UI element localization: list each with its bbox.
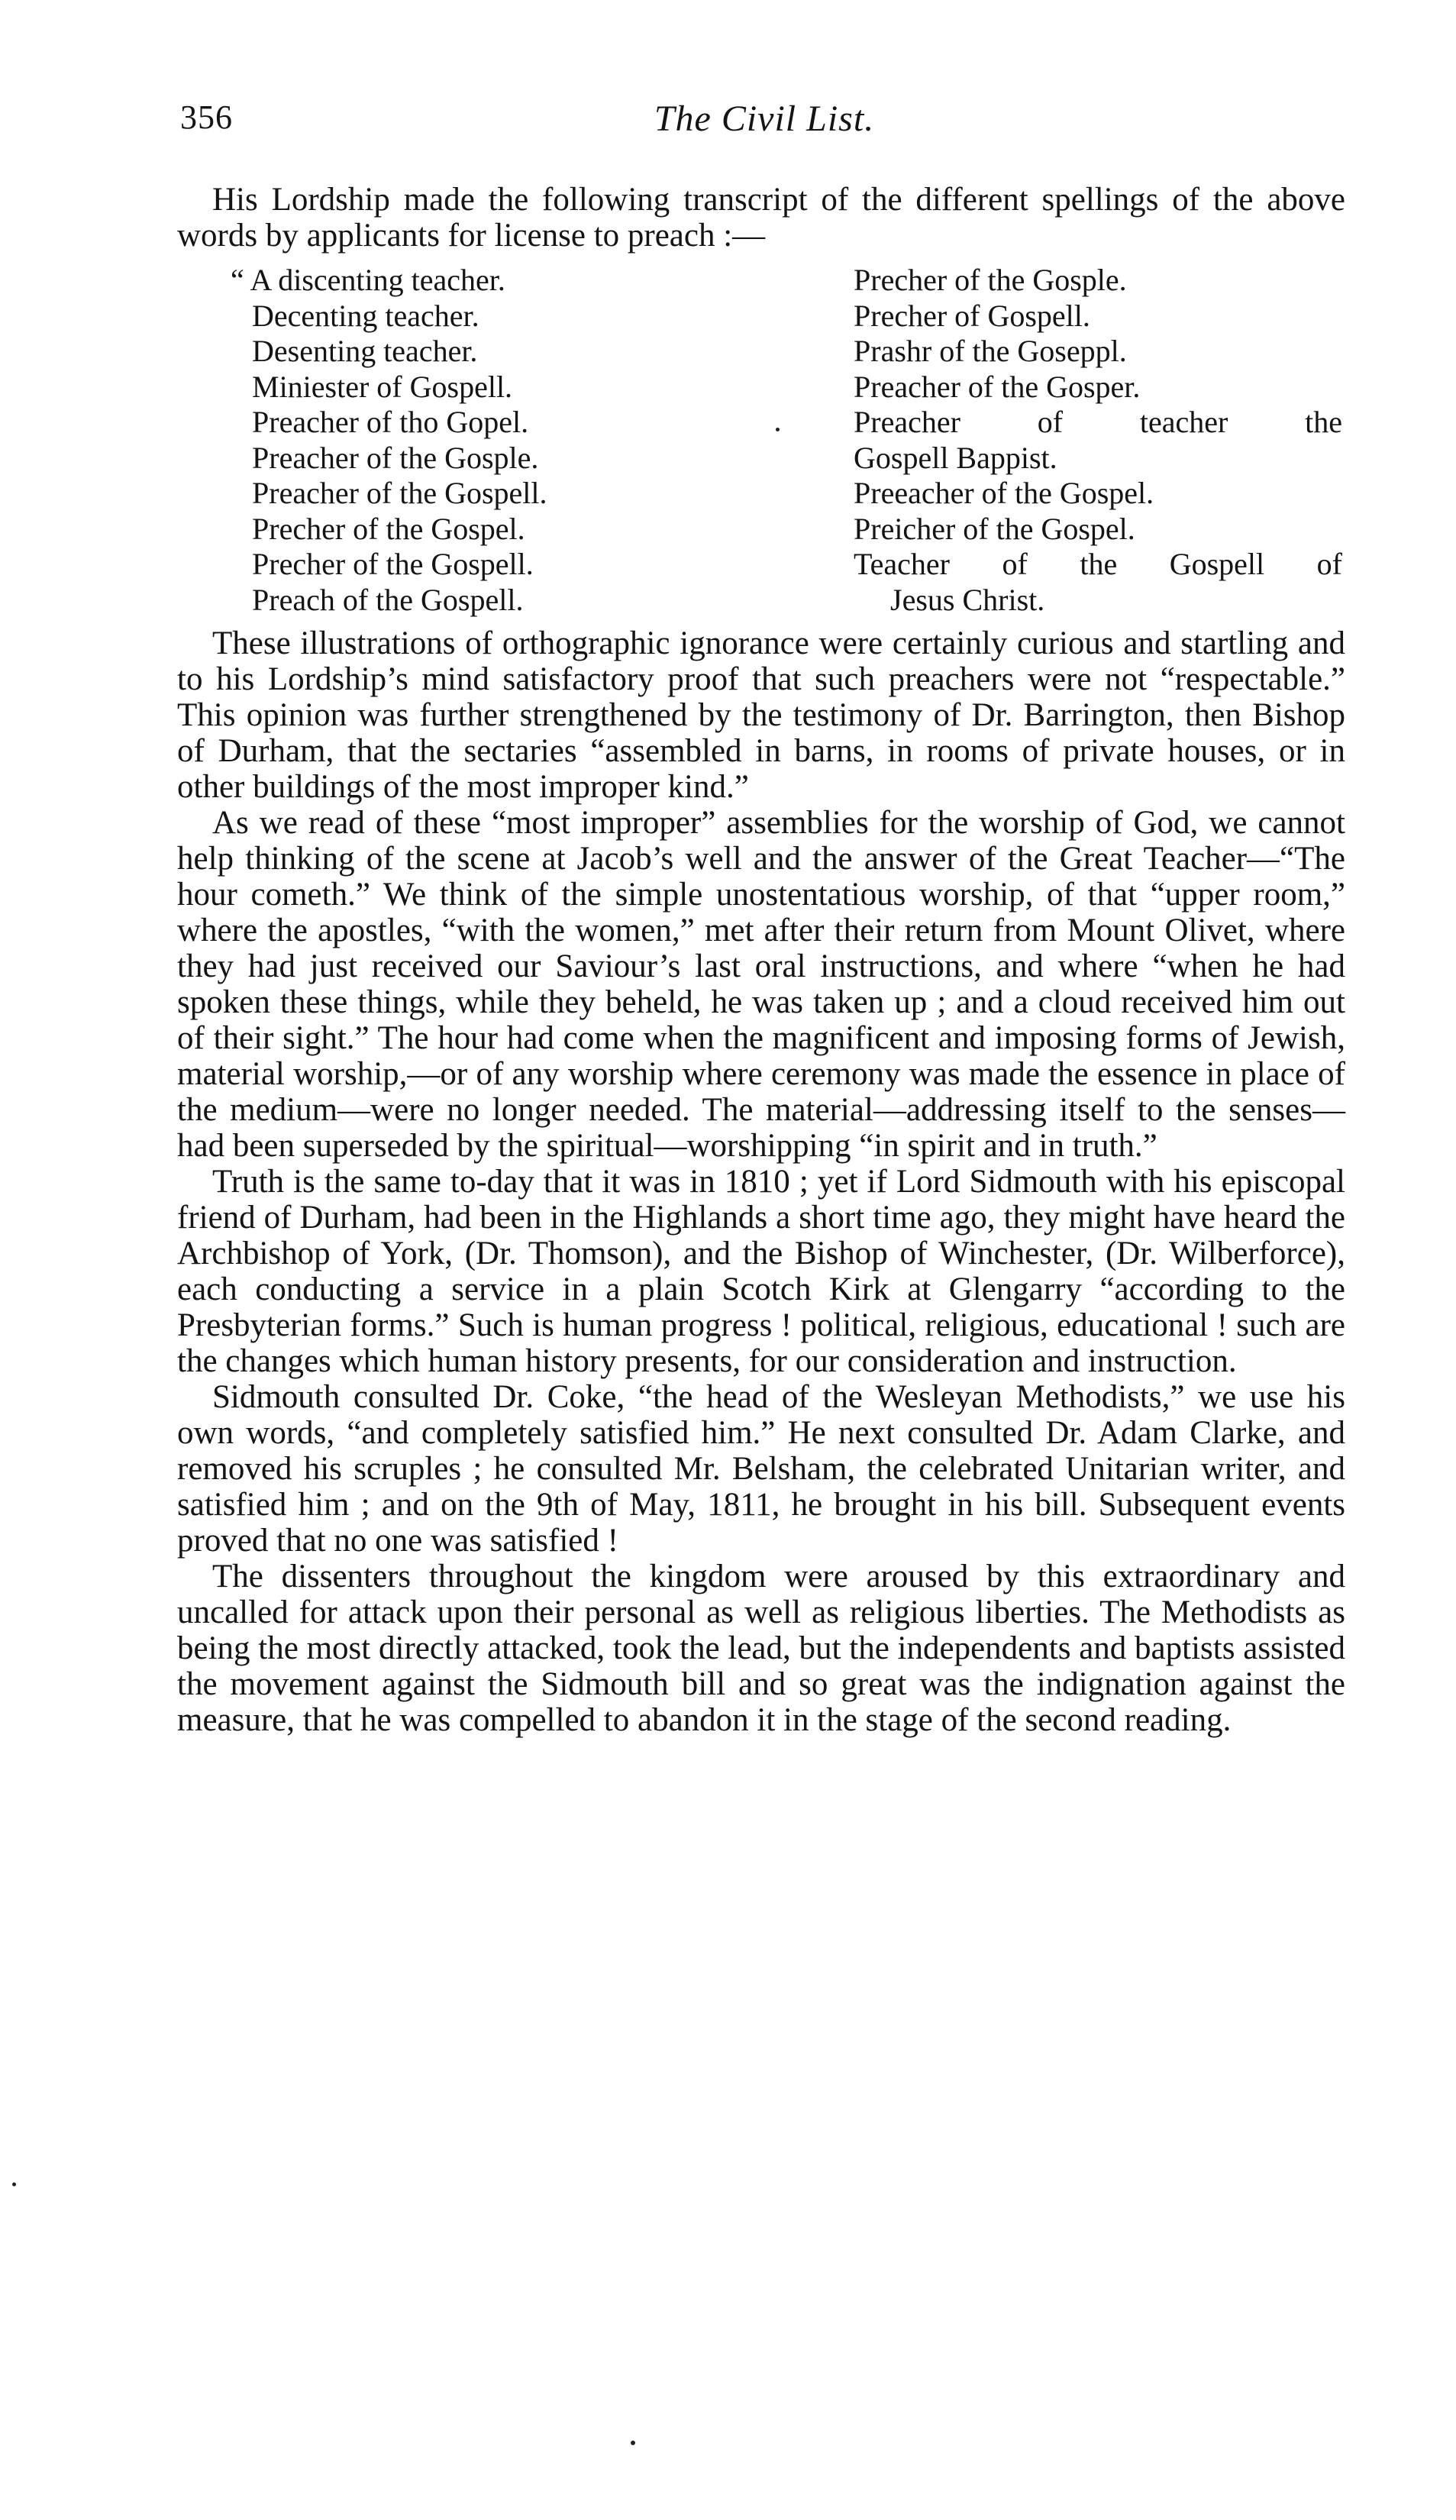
spelling-item: Preacher of the Gosple. (252, 440, 539, 475)
spelling-item: Precher of the Gospell. (252, 547, 534, 581)
body-text (177, 182, 1345, 1738)
spelling-item: Precher of the Gospel. (252, 511, 525, 546)
spelling-item: Gospell Bappist. (854, 440, 1057, 475)
spelling-item: Preacher of the Gospell. (252, 476, 547, 510)
print-speck (631, 2441, 635, 2445)
spelling-item: Preacher of tho Gopel. (252, 405, 529, 439)
intro-paragraph: His Lordship made the following transcript of the different spellings of the above words by applicants for license to preach :— (177, 182, 1345, 254)
print-speck (12, 2182, 16, 2186)
spelling-item: Preach of the Gospell. (252, 582, 524, 617)
spelling-item: Preacher of teacher the (854, 405, 1342, 439)
spellings-column-right (854, 263, 1342, 618)
paragraph: These illustrations of orthographic ignorance were certainly curious and startling and to his Lordship’s mind satisfactory proof that such preachers were not “respectable.” This opinion was further strengthened by the testimony of Dr. Barrington, then Bishop of Durham, that the sectaries “assembled in barns, in rooms of private houses, or in other buildings of the most improper kind.” (177, 625, 1345, 805)
spellings-list (177, 263, 1345, 618)
spelling-item: Desenting teacher. (252, 334, 478, 368)
spelling-item: Preeacher of the Gospel. (854, 476, 1154, 510)
paragraph: Sidmouth consulted Dr. Coke, “the head of the Wesleyan Methodists,” we use his own words, “and completely satisfied him.” He next consulted Dr. Adam Clarke, and removed his scruples ; he consulted Mr. Belsham, the celebrated Unitarian writer, and satisfied him ; and on the 9th of May, 1811, he brought in his bill. Subsequent events proved that no one was satisfied ! (177, 1379, 1345, 1559)
spelling-item: Precher of Gospell. (854, 298, 1090, 333)
spelling-item: Preicher of the Gospel. (854, 511, 1135, 546)
running-title: The Civil List. (654, 99, 875, 139)
spelling-item: Teacher of the Gospell of (854, 547, 1342, 581)
paragraph: The dissenters throughout the kingdom were aroused by this extraordinary and uncalled for attack upon their personal as well as religious liberties. The Methodists as being the most directly attacked, took the lead, but the independents and baptists assisted the movement against the Sidmouth bill and so great was the indignation against the measure, that he was compelled to abandon it in the stage of the second reading. (177, 1559, 1345, 1738)
spelling-item: Precher of the Gosple. (854, 263, 1127, 297)
page-number: 356 (180, 99, 233, 136)
spelling-item: Decenting teacher. (252, 298, 479, 333)
spelling-item: “ A discenting teacher. (231, 263, 505, 297)
spelling-item: Jesus Christ. (890, 582, 1045, 617)
spellings-column-left (177, 263, 802, 618)
print-speck (776, 428, 780, 431)
spelling-item: Miniester of Gospell. (252, 369, 513, 404)
spelling-item: Prashr of the Goseppl. (854, 334, 1127, 368)
paragraph: Truth is the same to-day that it was in 1810 ; yet if Lord Sidmouth with his episcopal friend of Durham, had been in the Highlands a short time ago, they might have heard the Archbishop of York, (Dr. Thomson), and the Bishop of Winchester, (Dr. Wilberforce), each conducting a service in a plain Scotch Kirk at Glengarry “according to the Presbyterian forms.” Such is human progress ! political, religious, educational ! such are the changes which human history presents, for our consideration and instruction. (177, 1164, 1345, 1379)
page-header (180, 98, 1348, 144)
paragraph: As we read of these “most improper” assemblies for the worship of God, we cannot help thinking of the scene at Jacob’s well and the answer of the Great Teacher—“The hour cometh.” We think of the simple unostentatious worship, of that “upper room,” where the apostles, “with the women,” met after their return from Mount Olivet, where they had just received our Saviour’s last oral instructions, and where “when he had spoken these things, while they beheld, he was taken up ; and a cloud received him out of their sight.” The hour had come when the magnificent and imposing forms of Jewish, material worship,—or of any worship where ceremony was made the essence in place of the medium—were no longer needed. The material—addressing itself to the senses—had been superseded by the spiritual—worshipping “in spirit and in truth.” (177, 805, 1345, 1164)
spelling-item: Preacher of the Gosper. (854, 369, 1141, 404)
